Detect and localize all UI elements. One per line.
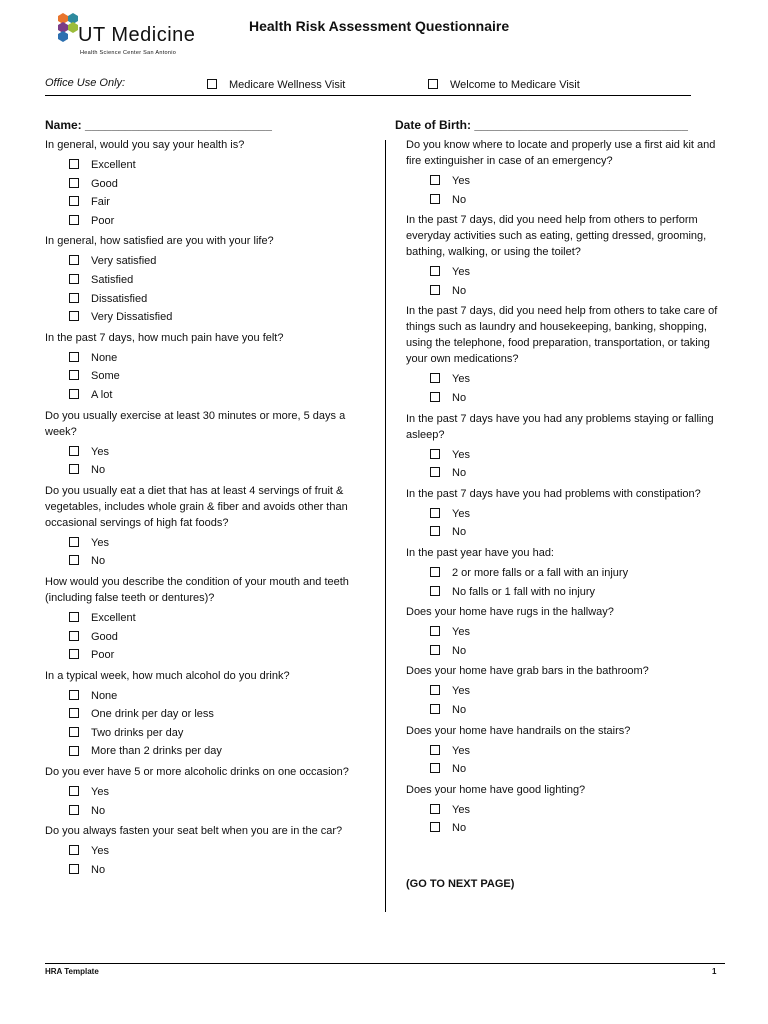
checkbox-icon[interactable]	[428, 79, 438, 89]
answer-option[interactable]	[69, 534, 365, 553]
checkbox-icon[interactable]	[69, 612, 79, 622]
checkbox-icon[interactable]	[69, 631, 79, 641]
answer-option[interactable]	[430, 564, 726, 583]
office-use-row	[45, 77, 691, 96]
answer-option[interactable]	[69, 386, 365, 405]
answer-label: Good	[91, 177, 118, 190]
question-text: In the past year have you had:	[406, 546, 554, 559]
checkbox-icon[interactable]	[430, 508, 440, 518]
answer-label: Excellent	[91, 159, 136, 171]
logo-text: UT Medicine	[78, 24, 196, 46]
checkbox-icon[interactable]	[430, 586, 440, 596]
answer-options	[69, 349, 365, 405]
answer-option[interactable]	[430, 742, 726, 761]
question-text: How would you describe the condition of your mouth and teeth (including false teeth or dentures)?	[45, 575, 349, 604]
answer-label: 2 or more falls or a fall with an injury	[452, 566, 629, 579]
checkbox-icon[interactable]	[69, 746, 79, 756]
answer-options	[69, 443, 365, 480]
checkbox-icon[interactable]	[430, 645, 440, 655]
checkbox-icon[interactable]	[69, 389, 79, 399]
answer-option[interactable]	[430, 583, 726, 602]
checkbox-icon[interactable]	[430, 194, 440, 204]
answer-option[interactable]	[430, 505, 726, 524]
checkbox-icon[interactable]	[69, 708, 79, 718]
question-text: Does your home have rugs in the hallway?	[406, 606, 614, 619]
question-text: Do you always fasten your seat belt when you are in the car?	[45, 825, 343, 838]
answer-options	[69, 534, 365, 571]
answer-label: None	[91, 689, 118, 702]
answer-option[interactable]	[430, 446, 726, 465]
answer-options	[69, 609, 365, 665]
checkbox-icon[interactable]	[69, 727, 79, 737]
answer-options	[430, 446, 726, 483]
question-text: Do you know where to locate and properly use a first aid kit and fire extinguisher in case of an emergency?	[406, 139, 716, 167]
answer-label: Very satisfied	[91, 255, 157, 268]
answer-option[interactable]	[430, 389, 726, 408]
checkbox-icon[interactable]	[69, 555, 79, 565]
answer-label: Yes	[91, 845, 109, 858]
checkbox-icon[interactable]	[430, 822, 440, 832]
answer-label: Yes	[91, 536, 109, 549]
answer-option[interactable]	[430, 760, 726, 779]
answer-option[interactable]	[430, 701, 726, 720]
answer-label: Yes	[452, 448, 470, 461]
question-text: Does your home have good lighting?	[406, 783, 586, 796]
answer-label: Poor	[91, 214, 115, 227]
medicare-wellness-option[interactable]: Medicare Wellness Visit	[207, 79, 345, 91]
answer-label: Very Dissatisfied	[91, 311, 173, 324]
answer-label: One drink per day or less	[91, 708, 214, 721]
checkbox-icon[interactable]	[430, 626, 440, 636]
answer-option[interactable]	[430, 282, 726, 301]
answer-option[interactable]	[430, 523, 726, 542]
answer-option[interactable]	[69, 461, 365, 480]
checkbox-icon[interactable]	[69, 196, 79, 206]
footer-divider	[45, 963, 725, 964]
answer-option[interactable]	[69, 212, 365, 231]
answer-option[interactable]	[69, 842, 365, 861]
answer-label: Yes	[452, 373, 470, 386]
column-divider	[385, 140, 386, 912]
answer-option[interactable]	[430, 623, 726, 642]
answer-label: Fair	[91, 196, 110, 209]
answer-label: No falls or 1 fall with no injury	[452, 585, 596, 598]
answer-option[interactable]	[430, 819, 726, 838]
answer-option[interactable]	[430, 370, 726, 389]
answer-option[interactable]	[430, 191, 726, 210]
checkbox-icon[interactable]	[430, 763, 440, 773]
name-field[interactable]: Name: ____________________________	[45, 118, 272, 132]
answer-option[interactable]	[69, 687, 365, 706]
answer-option[interactable]	[69, 193, 365, 212]
answer-label: Yes	[452, 744, 470, 757]
answer-option[interactable]	[69, 552, 365, 571]
answer-label: Yes	[91, 445, 109, 458]
answer-label: No	[91, 555, 106, 568]
checkbox-icon[interactable]	[430, 804, 440, 814]
answer-options	[430, 263, 726, 300]
answer-option[interactable]	[69, 290, 365, 309]
right-question-column	[406, 137, 726, 890]
answer-options	[430, 742, 726, 779]
answer-label: No	[452, 391, 467, 404]
answer-options	[69, 687, 365, 761]
logo-subtext: Health Science Center San Antonio	[80, 50, 177, 56]
go-to-next-page: (GO TO NEXT PAGE)	[406, 877, 515, 890]
answer-option[interactable]	[69, 705, 365, 724]
answer-label: Yes	[91, 786, 109, 799]
question-text: Do you usually exercise at least 30 minutes or more, 5 days a week?	[45, 409, 346, 438]
answer-options	[430, 623, 726, 660]
answer-label: Yes	[452, 507, 470, 520]
answer-option[interactable]	[69, 724, 365, 743]
checkbox-icon[interactable]	[69, 311, 79, 321]
answer-label: No	[452, 703, 467, 716]
answer-label: Excellent	[91, 611, 136, 624]
answer-label: None	[91, 351, 118, 364]
checkbox-icon[interactable]	[430, 526, 440, 536]
answer-option[interactable]	[69, 646, 365, 665]
checkbox-icon[interactable]	[69, 352, 79, 362]
answer-label: Dissatisfied	[91, 292, 148, 305]
answer-label: No	[452, 644, 467, 657]
question-text: In the past 7 days, did you need help from others to perform everyday activities such as eating, getting dressed, grooming, bathing, walking, or using the toilet?	[406, 214, 707, 259]
answer-label: No	[452, 467, 467, 480]
answer-label: No	[452, 526, 467, 539]
answer-options	[69, 783, 365, 820]
checkbox-icon[interactable]	[69, 293, 79, 303]
answer-label: Yes	[452, 626, 470, 639]
answer-label: No	[452, 193, 467, 206]
question-text: In the past 7 days have you had any problems staying or falling asleep?	[406, 412, 714, 441]
page-title: Health Risk Assessment Questionnaire	[249, 18, 510, 34]
answer-option[interactable]	[69, 367, 365, 386]
answer-option[interactable]	[69, 156, 365, 175]
checkbox-icon[interactable]	[69, 649, 79, 659]
question-text: Does your home have handrails on the stairs?	[406, 724, 631, 737]
answer-options	[430, 682, 726, 719]
answer-label: No	[452, 763, 467, 776]
answer-options	[69, 252, 365, 326]
answer-label: No	[452, 284, 467, 297]
answer-label: Yes	[452, 175, 470, 187]
question-text: Does your home have grab bars in the bathroom?	[406, 665, 649, 678]
answer-option[interactable]	[69, 861, 365, 880]
checkbox-icon[interactable]	[69, 464, 79, 474]
welcome-medicare-option[interactable]: Welcome to Medicare Visit	[428, 79, 580, 91]
answer-label: Satisfied	[91, 273, 134, 286]
answer-label: Good	[91, 630, 118, 643]
checkbox-icon[interactable]	[69, 255, 79, 265]
question-text: In general, how satisfied are you with your life?	[45, 235, 274, 248]
checkbox-icon[interactable]	[430, 745, 440, 755]
checkbox-icon[interactable]	[430, 467, 440, 477]
answer-option[interactable]	[69, 443, 365, 462]
answer-label: Yes	[452, 685, 470, 698]
checkbox-icon[interactable]	[69, 864, 79, 874]
answer-label: More than 2 drinks per day	[91, 745, 222, 758]
answer-options	[430, 801, 726, 838]
answer-label: Some	[91, 370, 120, 383]
answer-label: No	[452, 822, 467, 835]
question-text: In the past 7 days, how much pain have you felt?	[45, 331, 284, 344]
answer-option[interactable]	[430, 263, 726, 282]
checkbox-icon[interactable]	[69, 274, 79, 284]
checkbox-icon[interactable]	[430, 175, 440, 185]
checkbox-icon[interactable]	[207, 79, 217, 89]
answer-label: No	[91, 863, 106, 876]
left-question-column	[45, 137, 365, 882]
question-text: Do you usually eat a diet that has at least 4 servings of fruit & vegetables, includes whole grain & fiber and avoids other than occasional servings of high fat foods?	[45, 484, 348, 529]
checkbox-icon[interactable]	[69, 178, 79, 188]
answer-option[interactable]	[69, 783, 365, 802]
dob-field[interactable]: Date of Birth: ________________________________	[395, 118, 688, 132]
checkbox-icon[interactable]	[430, 685, 440, 695]
checkbox-icon[interactable]	[69, 690, 79, 700]
question-text: In the past 7 days, did you need help from others to take care of things such as laundry and housekeeping, banking, shopping, using the telephone, food preparation, transportation, or taking your own medications?	[406, 305, 718, 366]
answer-option[interactable]	[430, 642, 726, 661]
checkbox-icon[interactable]	[69, 370, 79, 380]
answer-option[interactable]	[69, 609, 365, 628]
checkbox-icon[interactable]	[69, 845, 79, 855]
answer-label: No	[91, 464, 106, 477]
answer-label: Two drinks per day	[91, 726, 184, 739]
checkbox-icon[interactable]	[69, 446, 79, 456]
answer-option[interactable]	[69, 252, 365, 271]
checkbox-icon[interactable]	[69, 215, 79, 225]
answer-label: No	[91, 804, 106, 817]
answer-option[interactable]	[430, 801, 726, 820]
checkbox-icon[interactable]	[430, 373, 440, 383]
office-use-label: Office Use Only:	[45, 77, 126, 89]
checkbox-icon[interactable]	[69, 537, 79, 547]
page-number: 1	[712, 967, 717, 976]
question-text: In the past 7 days have you had problems with constipation?	[406, 487, 701, 500]
checkbox-icon[interactable]	[430, 266, 440, 276]
question-text: In a typical week, how much alcohol do you drink?	[45, 669, 290, 682]
checkbox-icon[interactable]	[69, 805, 79, 815]
checkbox-icon[interactable]	[430, 392, 440, 402]
checkbox-icon[interactable]	[430, 704, 440, 714]
answer-option[interactable]	[69, 802, 365, 821]
answer-option[interactable]	[69, 175, 365, 194]
answer-label: Yes	[452, 803, 470, 816]
answer-option[interactable]	[430, 682, 726, 701]
ut-medicine-logo	[54, 12, 204, 60]
question-text: In general, would you say your health is?	[45, 139, 245, 151]
answer-label: A lot	[91, 388, 113, 401]
footer-template-label: HRA Template	[45, 967, 99, 976]
checkbox-icon[interactable]	[69, 159, 79, 169]
answer-label: Poor	[91, 649, 115, 662]
answer-option[interactable]	[69, 271, 365, 290]
answer-option[interactable]	[430, 464, 726, 483]
answer-options	[430, 172, 726, 209]
answer-option[interactable]	[69, 349, 365, 368]
question-text: Do you ever have 5 or more alcoholic drinks on one occasion?	[45, 766, 349, 779]
answer-option[interactable]	[69, 628, 365, 647]
checkbox-icon[interactable]	[69, 786, 79, 796]
answer-options	[69, 156, 365, 230]
answer-options	[69, 842, 365, 879]
answer-option[interactable]	[69, 742, 365, 761]
answer-option[interactable]	[430, 172, 726, 191]
answer-options	[430, 505, 726, 542]
checkbox-icon[interactable]	[430, 567, 440, 577]
answer-options	[430, 370, 726, 407]
checkbox-icon[interactable]	[430, 285, 440, 295]
answer-label: Yes	[452, 266, 470, 279]
answer-option[interactable]	[69, 308, 365, 327]
answer-options	[430, 564, 726, 601]
checkbox-icon[interactable]	[430, 449, 440, 459]
